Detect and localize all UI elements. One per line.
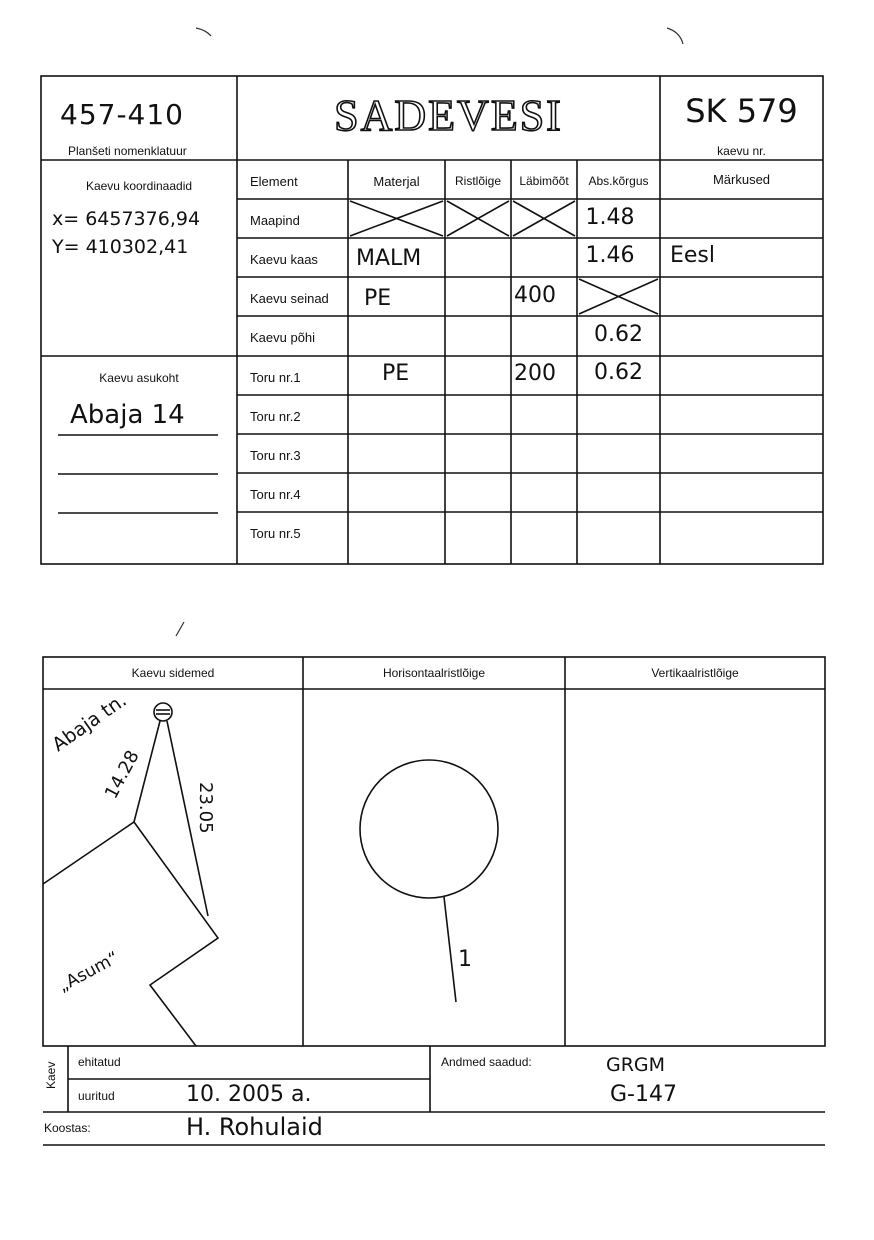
compiled-value: H. Rohulaid [186,1113,323,1141]
material-cell: MALM [356,246,422,271]
header-element: Element [250,174,298,189]
row-element: Maapind [250,213,300,228]
data-received-line2: G-147 [610,1082,677,1107]
vertical-section-label: Vertikaalristlõige [651,666,739,680]
horizontal-section-label: Horisontaalristlõige [382,666,486,680]
row-element: Kaevu põhi [250,330,316,345]
material-cell: PE [364,286,392,311]
well-side-label: Kaev [44,1061,58,1089]
distance-right: 23.05 [195,782,216,834]
building-label: „Asum“ [54,947,123,997]
coordinate-y: Y= 410302,41 [52,236,189,258]
coordinate-x: x= 6457376,94 [52,208,201,230]
header-material: Materjal [373,174,420,189]
notes-cell: Eesl [670,243,716,268]
abs-height-cell: 1.48 [585,205,635,230]
header-cross-section: Ristlõige [454,174,502,188]
row-element: Toru nr.2 [250,409,301,424]
map-number-label: Planšeti nomenklatuur [68,144,187,158]
abs-height-cell: 0.62 [594,360,643,385]
compiled-label: Koostas: [44,1121,91,1135]
row-element: Kaevu kaas [250,252,318,267]
diameter-cell: 200 [514,361,556,386]
well-number-label: kaevu nr. [717,144,766,158]
location-label: Kaevu asukoht [99,371,179,385]
row-element: Kaevu seinad [250,291,329,306]
abs-height-cell: 1.46 [585,243,635,268]
row-element: Toru nr.5 [250,526,301,541]
diameter-cell: 400 [514,283,556,308]
row-element: Toru nr.1 [250,370,301,385]
pipe-label: 1 [458,947,472,972]
surveyed-label: uuritud [78,1089,115,1103]
material-cell: PE [382,361,410,386]
built-label: ehitatud [78,1055,121,1069]
well-number: SK 579 [685,92,798,130]
page-title: SADEVESI [334,91,563,140]
connections-label: Kaevu sidemed [131,666,215,680]
data-received-label: Andmed saadud: [441,1055,532,1069]
abs-height-cell: 0.62 [594,322,643,347]
surveyed-value: 10. 2005 a. [186,1082,312,1107]
data-received-line1: GRGM [606,1054,666,1076]
distance-left: 14.28 [100,746,144,803]
row-element: Toru nr.4 [250,487,301,502]
map-number: 457-410 [60,98,184,131]
street-label: Abaja tn. [48,689,131,757]
coordinates-label: Kaevu koordinaadid [85,179,193,193]
row-element: Toru nr.3 [250,448,301,463]
header-diameter: Läbimõõt [519,174,569,188]
header-notes: Märkused [712,172,771,187]
location-value: Abaja 14 [70,400,185,430]
header-abs-height: Abs.kõrgus [588,174,649,188]
